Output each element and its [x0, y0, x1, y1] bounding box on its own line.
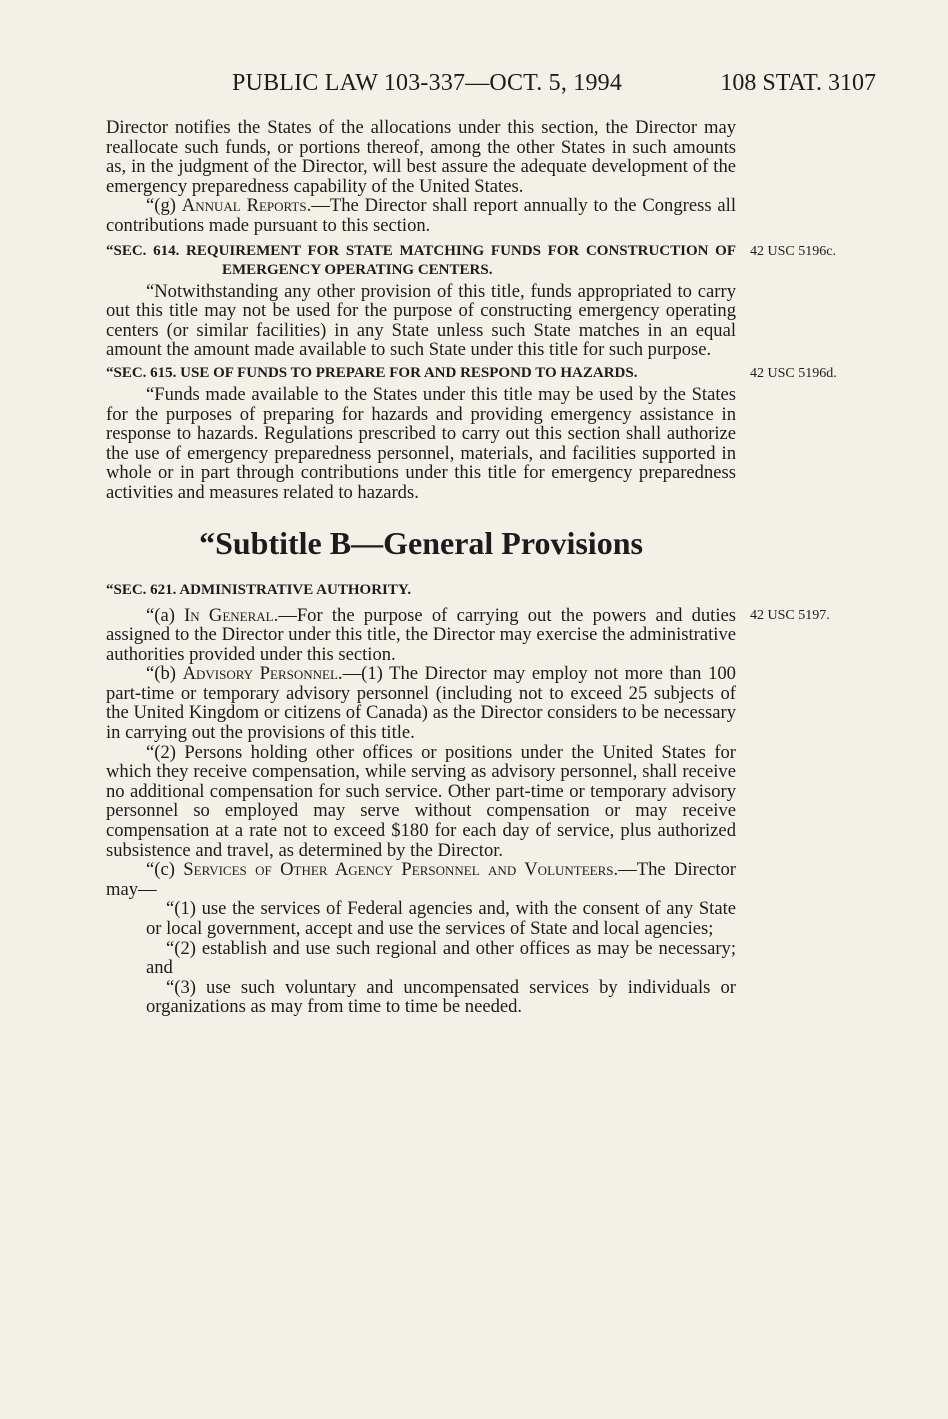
paragraph-g-title: Annual Reports. [181, 195, 312, 217]
paragraph-a-block [106, 604, 830, 665]
section-614-heading-block [106, 242, 836, 280]
section-615-text: “Funds made available to the States under this title may be used by the States for the purposes of preparing for hazards and providing emergency assistance in response to hazards. Regulations prescribed to carry out this section shall authorize the use of emergency preparedness personnel, materials, and facilities supported in whole or in part through contributions under this title for emergency preparedness activities and measures related to hazards. [106, 383, 736, 503]
paragraph-c2: “(2) establish and use such regional and other offices as may be necessary; and [146, 937, 736, 979]
paragraph-a-lead: “(a) [146, 604, 185, 626]
section-621-heading-block [106, 581, 736, 600]
paragraph-a-text: —For the purpose of carrying out the powers and duties assigned to the Director under this title, the Director may exercise the administrative authorities provided under this section. [106, 604, 737, 665]
subtitle-heading: “Subtitle B—General Provisions [199, 524, 643, 561]
section-615-usc-note: 42 USC 5196d. [750, 365, 837, 381]
section-615-heading: “SEC. 615. USE OF FUNDS TO PREPARE FOR AND RESPOND TO HAZARDS. [106, 364, 638, 381]
running-head: PUBLIC LAW 103-337—OCT. 5, 1994 [232, 70, 623, 96]
paragraph-g-text: —The Director shall report annually to the Congress all contributions made pursuant to this section. [106, 195, 736, 236]
text-column [106, 117, 837, 1018]
section-614-heading: “SEC. 614. REQUIREMENT FOR STATE MATCHING FUNDS FOR CONSTRUCTION OF EMERGENCY OPERATING CENTERS. [106, 242, 736, 278]
section-614-usc-note: 42 USC 5196c. [750, 243, 836, 259]
paragraph-a [106, 606, 736, 665]
paragraph-b-title: Advisory Personnel. [182, 663, 343, 685]
paragraph-c [106, 860, 736, 899]
paragraph-c-text: —The Director may— [106, 859, 736, 900]
paragraph-continuation: Director notifies the States of the allocations under this section, the Director may reallocate such funds, or portions thereof, among the other States in such amounts as, in the judgment of the Director, will best assure the adequate development of the emergency preparedness capability of the United States. [106, 117, 736, 197]
paragraph-a-title: In General. [184, 604, 279, 626]
paragraph-g [106, 196, 736, 235]
paragraph-b-lead: “(b) [146, 663, 183, 685]
section-615-heading-block [106, 364, 837, 383]
statute-page-number: 108 STAT. 3107 [720, 70, 876, 96]
paragraph-c1: “(1) use the services of Federal agencies and, with the consent of any State or local government, accept and use the services of State and local agencies; [146, 898, 736, 939]
paragraph-c-title: Services of Other Agency Personnel and Volunteers. [183, 859, 619, 881]
section-621-usc-note: 42 USC 5197. [750, 607, 830, 623]
paragraph-c3: “(3) use such voluntary and uncompensated services by individuals or organizations as may from time to time be needed. [146, 976, 736, 1018]
paragraph-b [106, 664, 736, 742]
paragraph-g-lead: “(g) [146, 195, 182, 217]
paragraph-c-lead: “(c) [146, 859, 184, 881]
section-621-heading: “SEC. 621. ADMINISTRATIVE AUTHORITY. [106, 581, 412, 598]
paragraph-b2: “(2) Persons holding other offices or positions under the United States for which they receive compensation, while serving as advisory personnel, shall receive no additional compensation for such service. Other part-time or temporary advisory personnel so employed may serve without compensation or may receive compensation at a rate not to exceed $180 for each day of service, plus authorized subsistence and travel, as determined by the Director. [106, 741, 736, 861]
section-614-text: “Notwithstanding any other provision of this title, funds appropriated to carry out this title may not be used for the purpose of constructing emergency operating centers (or similar facilities) in any State unless such State matches in an equal amount the amount made available to such State under this title for such purpose. [106, 280, 736, 361]
paragraph-b-text: —(1) The Director may employ not more than 100 part-time or temporary advisory personnel (including not to exceed 25 subjects of the United Kingdom or citizens of Canada) as the Director considers to be necessary in carrying out the provisions of this title. [106, 663, 736, 744]
